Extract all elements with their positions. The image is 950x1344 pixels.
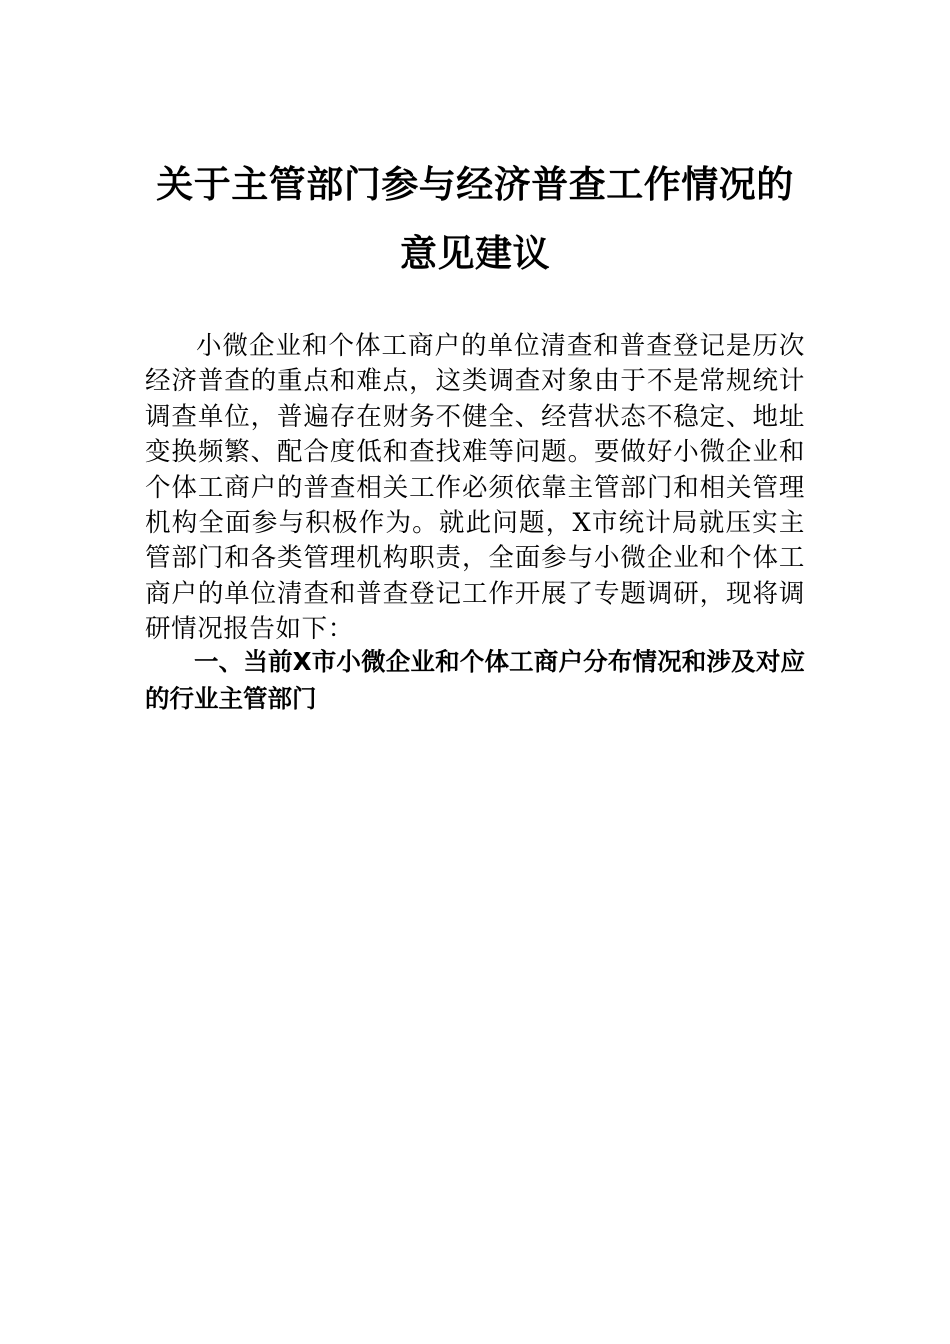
intro-paragraph: 小微企业和个体工商户的单位清查和普查登记是历次经济普查的重点和难点，这类调查对象由于不是常规统计调查单位，普遍存在财务不健全、经营状态不稳定、地址变换频繁、配合度低和查找难等问题。要做好小微企业和个体工商户的普查相关工作必须依靠主管部门和相关管理机构全面参与积极作为。就此问题，X市统计局就压实主管部门和各类管理机构职责，全面参与小微企业和个体工商户的单位清查和普查登记工作开展了专题调研，现将调研情况报告如下： (145, 331, 805, 645)
document-title: 关于主管部门参与经济普查工作情况的意见建议 (156, 162, 794, 275)
section-heading: 一、当前X市小微企业和个体工商户分布情况和涉及对应的行业主管部门 (145, 647, 805, 713)
